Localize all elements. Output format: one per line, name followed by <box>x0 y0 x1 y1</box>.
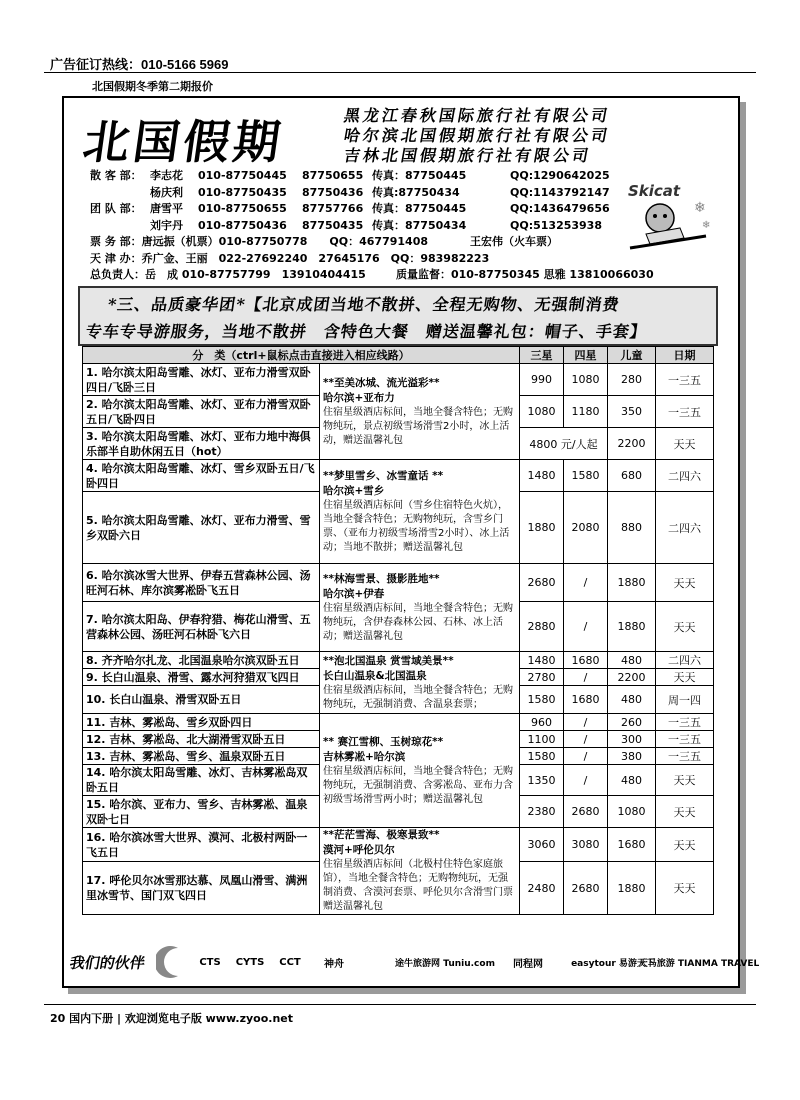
table-row[interactable] <box>83 652 714 669</box>
price-four-star: / <box>564 564 608 602</box>
footer-divider <box>44 1004 756 1005</box>
description-body: 住宿星级酒店标间（北极村住特色家庭旅馆），当地全餐含特色；无购物纯玩，无强制消费、含漠河套票、呼伦贝尔含滑雪门票赠送温馨礼包 <box>323 859 513 912</box>
skicat-mascot <box>610 176 720 256</box>
departure-days: 周一四 <box>656 686 714 714</box>
price-three-star: 2480 <box>520 862 564 915</box>
departure-days: 一三五 <box>656 731 714 748</box>
price-three-star: 2380 <box>520 796 564 828</box>
price-four-star: / <box>564 669 608 686</box>
route-name[interactable]: 2. 哈尔滨太阳岛雪雕、冰灯、亚布力滑雪双卧五日/飞卧四日 <box>83 396 320 428</box>
brand-title: 北国假期 <box>79 115 288 169</box>
price-child: 480 <box>608 686 656 714</box>
price-four-star: 1080 <box>564 364 608 396</box>
price-four-star: 2080 <box>564 492 608 564</box>
price-child: 1680 <box>608 828 656 862</box>
description-title: **泡北国温泉 赏雪域美景** <box>323 654 454 667</box>
ad-hotline: 广告征订热线：010-5166 5969 <box>50 57 229 72</box>
route-name[interactable]: 11. 吉林、雾凇岛、雪乡双卧四日 <box>83 714 320 731</box>
price-three-star: 1880 <box>520 492 564 564</box>
price-four-star: 1180 <box>564 396 608 428</box>
route-name[interactable]: 17. 呼伦贝尔冰雪那达慕、凤凰山滑雪、满洲里冰雪节、国门双飞四日 <box>83 862 320 915</box>
price-child: 480 <box>608 765 656 796</box>
table-row[interactable] <box>83 828 714 862</box>
route-name[interactable]: 5. 哈尔滨太阳岛雪雕、冰灯、亚布力滑雪、雪乡双卧六日 <box>83 492 320 564</box>
price-child: 1880 <box>608 564 656 602</box>
price-three-star: 1080 <box>520 396 564 428</box>
price-table <box>82 346 714 915</box>
price-three-star: 990 <box>520 364 564 396</box>
price-four-star: 1680 <box>564 686 608 714</box>
description-title: **林海雪景、摄影胜地** <box>323 572 440 585</box>
price-child: 380 <box>608 748 656 765</box>
price-child: 680 <box>608 460 656 492</box>
table-row[interactable] <box>83 460 714 492</box>
description-subtitle: 长白山温泉&北国温泉 <box>323 669 427 682</box>
price-child: 880 <box>608 492 656 564</box>
partner-logo[interactable]: 同程网 <box>513 958 543 970</box>
table-row[interactable] <box>83 364 714 396</box>
description-subtitle: 哈尔滨+伊春 <box>323 587 385 600</box>
price-three-star: 1580 <box>520 748 564 765</box>
route-body <box>83 364 714 915</box>
table-row[interactable] <box>83 714 714 731</box>
route-name[interactable]: 10. 长白山温泉、滑雪双卧五日 <box>83 686 320 714</box>
banner-line-2: 专车专导游服务，当地不散拼 含特色大餐 赠送温馨礼包：帽子、手套】 <box>84 322 649 341</box>
partner-label: 我们的伙伴 <box>68 954 147 972</box>
description-body: 住宿星级酒店标间，当地全餐含特色；无购物纯玩，无强制消费、含雾凇岛、亚布力含初级雪场滑雪两小时；赠送温馨礼包 <box>323 765 513 805</box>
price-child: 2200 <box>608 428 656 460</box>
departure-days: 天天 <box>656 669 714 686</box>
price-three-star: 1480 <box>520 652 564 669</box>
price-four-star: / <box>564 714 608 731</box>
partner-logo[interactable]: CTS <box>199 956 221 968</box>
price-three-star: 960 <box>520 714 564 731</box>
price-child: 300 <box>608 731 656 748</box>
departure-days: 一三五 <box>656 714 714 731</box>
price-four-star: 1580 <box>564 460 608 492</box>
price-four-star: / <box>564 748 608 765</box>
route-description <box>320 564 520 652</box>
header-four-star: 四星 <box>564 347 608 364</box>
price-four-star: / <box>564 765 608 796</box>
description-subtitle: 漠河+呼伦贝尔 <box>323 844 395 856</box>
price-four-star: / <box>564 602 608 652</box>
description-title: ** 赛江雪柳、玉树琼花** <box>323 735 444 748</box>
description-body: 住宿星级酒店标间，当地全餐含特色；无购物纯玩，无强制消费、含温泉套票； <box>323 684 513 710</box>
price-three-star: 2780 <box>520 669 564 686</box>
route-description <box>320 364 520 460</box>
price-child: 1080 <box>608 796 656 828</box>
description-subtitle: 哈尔滨+亚布力 <box>323 391 395 404</box>
route-name[interactable]: 7. 哈尔滨太阳岛、伊春狩猎、梅花山滑雪、五营森林公园、汤旺河石林卧飞六日 <box>83 602 320 652</box>
departure-days: 二四六 <box>656 652 714 669</box>
issue-title: 北国假期冬季第二期报价 <box>92 81 213 93</box>
route-name[interactable]: 15. 哈尔滨、亚布力、雪乡、吉林雾凇、温泉双卧七日 <box>83 796 320 828</box>
route-name[interactable]: 6. 哈尔滨冰雪大世界、伊春五营森林公园、汤旺河石林、库尔滨雾凇卧飞五日 <box>83 564 320 602</box>
banner-line-1: *三、品质豪华团*【北京成团当地不散拼、全程无购物、无强制消费 <box>106 295 621 314</box>
price-from: 4800 元/人起 <box>520 428 608 460</box>
description-title: **至美冰城、流光溢彩** <box>323 376 440 389</box>
route-description <box>320 714 520 828</box>
route-name[interactable]: 12. 吉林、雾凇岛、北大湖滑雪双卧五日 <box>83 731 320 748</box>
departure-days: 二四六 <box>656 460 714 492</box>
company-list <box>344 106 724 166</box>
price-child: 2200 <box>608 669 656 686</box>
route-name[interactable]: 8. 齐齐哈尔扎龙、北国温泉哈尔滨双卧五日 <box>83 652 320 669</box>
price-three-star: 1350 <box>520 765 564 796</box>
route-name[interactable]: 1. 哈尔滨太阳岛雪雕、冰灯、亚布力滑雪双卧四日/飞卧三日 <box>83 364 320 396</box>
header-divider <box>44 72 756 73</box>
description-body: 住宿星级酒店标间（雪乡住宿特色火炕），当地全餐含特色；无购物纯玩，含雪乡门票、（亚布力初级雪场滑雪2小时）、冰上活动；当地不散拼；赠送温馨礼包 <box>323 499 510 553</box>
departure-days: 天天 <box>656 765 714 796</box>
price-three-star: 3060 <box>520 828 564 862</box>
description-title: **梦里雪乡、冰雪童话 ** <box>323 469 444 482</box>
partner-bar <box>62 938 760 988</box>
table-row[interactable] <box>83 564 714 602</box>
price-child: 260 <box>608 714 656 731</box>
description-body: 住宿星级酒店标间，当地全餐含特色；无购物纯玩，含伊春森林公园、石林、冰上活动；赠送温馨礼包 <box>323 602 513 642</box>
header-date: 日期 <box>656 347 714 364</box>
company-name: 吉林北国假期旅行社有限公司 <box>342 146 593 165</box>
price-four-star: / <box>564 731 608 748</box>
route-name[interactable]: 9. 长白山温泉、滑雪、露水河狩猎双飞四日 <box>83 669 320 686</box>
promo-banner <box>78 286 718 346</box>
route-description <box>320 460 520 564</box>
price-three-star: 1100 <box>520 731 564 748</box>
departure-days: 天天 <box>656 796 714 828</box>
description-body: 住宿星级酒店标间，当地全餐含特色；无购物纯玩，景点初级雪场滑雪2小时，冰上活动，赠送温馨礼包 <box>323 406 513 446</box>
partner-logo[interactable]: CCT <box>279 956 301 968</box>
footer-text: 20 国内下册 | 欢迎浏览电子版 www.zyoo.net <box>50 1012 294 1025</box>
route-name[interactable]: 14. 哈尔滨太阳岛雪雕、冰灯、吉林雾凇岛双卧五日 <box>83 765 320 796</box>
departure-days: 天天 <box>656 564 714 602</box>
price-three-star: 1480 <box>520 460 564 492</box>
route-description <box>320 652 520 714</box>
partner-logo[interactable]: easytour 易游天下 <box>571 958 655 969</box>
departure-days: 一三五 <box>656 748 714 765</box>
price-child: 1880 <box>608 602 656 652</box>
route-name[interactable]: 4. 哈尔滨太阳岛雪雕、冰灯、雪乡双卧五日/飞卧四日 <box>83 460 320 492</box>
partner-logo[interactable]: 途牛旅游网 Tuniu.com <box>395 958 495 969</box>
header-child: 儿童 <box>608 347 656 364</box>
partner-logo[interactable]: 天马旅游 TIANMA TRAVEL <box>638 958 760 969</box>
company-name: 哈尔滨北国假期旅行社有限公司 <box>342 126 612 145</box>
mascot-label: Skicat <box>628 182 681 200</box>
moon-logo-icon <box>156 944 186 980</box>
departure-days: 一三五 <box>656 396 714 428</box>
price-four-star: 2680 <box>564 862 608 915</box>
table-header-row <box>83 347 714 364</box>
description-title: **茫茫雪海、极寒景致** <box>323 829 440 841</box>
price-child: 1880 <box>608 862 656 915</box>
price-four-star: 1680 <box>564 652 608 669</box>
departure-days: 天天 <box>656 862 714 915</box>
price-three-star: 2680 <box>520 564 564 602</box>
departure-days: 天天 <box>656 602 714 652</box>
departure-days: 一三五 <box>656 364 714 396</box>
route-name[interactable]: 13. 吉林、雾凇岛、雪乡、温泉双卧五日 <box>83 748 320 765</box>
price-three-star: 2880 <box>520 602 564 652</box>
departure-days: 天天 <box>656 428 714 460</box>
price-child: 350 <box>608 396 656 428</box>
route-name[interactable]: 3. 哈尔滨太阳岛雪雕、冰灯、亚布力地中海俱乐部半自助休闲五日（hot） <box>83 428 320 460</box>
svg-text:❄: ❄ <box>702 220 711 231</box>
price-three-star: 1580 <box>520 686 564 714</box>
price-four-star: 3080 <box>564 828 608 862</box>
header-three-star: 三星 <box>520 347 564 364</box>
price-child: 480 <box>608 652 656 669</box>
description-subtitle: 吉林雾凇+哈尔滨 <box>323 750 406 763</box>
header-category: 分 类（ctrl+鼠标点击直接进入相应线路） <box>83 347 520 364</box>
route-description <box>320 828 520 915</box>
departure-days: 二四六 <box>656 492 714 564</box>
snowflake-icon: ❄ <box>694 200 706 216</box>
mascot-head-icon <box>646 204 674 232</box>
partner-logo[interactable]: CYTS <box>235 956 265 968</box>
price-four-star: 2680 <box>564 796 608 828</box>
description-subtitle: 哈尔滨+雪乡 <box>323 484 385 497</box>
departure-days: 天天 <box>656 828 714 862</box>
route-name[interactable]: 16. 哈尔滨冰雪大世界、漠河、北极村两卧一飞五日 <box>83 828 320 862</box>
company-name: 黑龙江春秋国际旅行社有限公司 <box>342 106 612 125</box>
price-child: 280 <box>608 364 656 396</box>
partner-logo[interactable]: 神舟 <box>324 958 344 970</box>
